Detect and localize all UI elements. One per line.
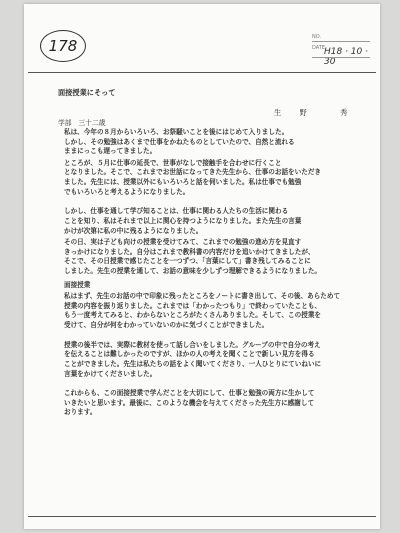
handwritten-date: H18 · 10 · 30 bbox=[324, 47, 368, 67]
no-line bbox=[312, 41, 370, 42]
handwritten-page-number: 178 bbox=[40, 30, 86, 62]
paragraph-1: 私は、今年の８月からいろいろ、お祭騒いことを後にはじめて入りました。 しかし、その勉強はあくまで仕事をかねたものとしていたので、自然と流れる ままにっこも遅ってきました。 bbox=[64, 128, 295, 156]
top-divider bbox=[28, 72, 376, 73]
no-label: NO. bbox=[312, 34, 322, 40]
department-line: 学部 三十二歳 bbox=[58, 119, 106, 127]
essay-body bbox=[64, 128, 362, 420]
paragraph-4: 私はまず、先生のお話の中で印象に残ったところをノートに書き出して、その後、あらためて 授業の内容を振り返りました。これまでは「わかったつもり」で終わっていたことも、 もう一度考えてみると、わからないところがたくさんありました。そして、この授業を 受けて、自分が何をわかっていないのかに気づくことができました。 授業の後半では、実際に教材を使って話し合いをしました。グループの中で自分の考え を伝えることは難しかったのですが、ほかの人の考えを聞くことで新しい見方を得る ことができました。先生は私たちの話をよく聞いてくださり、一人ひとりにていねいに 言葉をかけてくださいました。 これからも、この面接授業で学んだことを大切にして、仕事と勉強の両方に生かして いきたいと思います。最後に、このような機会を与えてくださった先生方に感謝して おります。 bbox=[64, 292, 341, 417]
bottom-divider bbox=[28, 516, 376, 517]
date-label: DATE bbox=[312, 45, 326, 51]
document-title: 面接授業にそって bbox=[58, 88, 116, 97]
date-line bbox=[312, 57, 370, 58]
author-name: 生 野 秀 bbox=[274, 108, 356, 117]
document-page bbox=[24, 4, 380, 529]
paragraph-2: ところが、５月に仕事の延長で、世事がなしで接触手を合わせに行くこと となりました。そこで、これまでお世話になってきた先生から、仕事のお話をいただき ました。先生には、授業以外にもいろいろと話を伺いました。私は仕事でも勉強 でもいろいろと考えるようになりました。 しかし、仕事を通して学び知ることは、仕事に関わる人たちの生活に関わる ことを知り、私はそれまで以上に関心を持つようになりました。また先生の言葉 かけが次第に私の中に残るようになりました。 bbox=[64, 158, 322, 235]
paragraph-3: その日、実は子ども向けの授業を受けてみて、これまでの勉強の進め方を見直す きっかけになりました。自分はこれまで教科書の内容だけを追いかけてきましたが、 そこで、その日授業で感じたことを一つずつ、「言葉にして」書き残してみることに しました。先生の授業を通して、お話の意味を少しずつ理解できるようになりました。 bbox=[64, 237, 322, 276]
section-heading: 面接授業 bbox=[64, 280, 91, 289]
